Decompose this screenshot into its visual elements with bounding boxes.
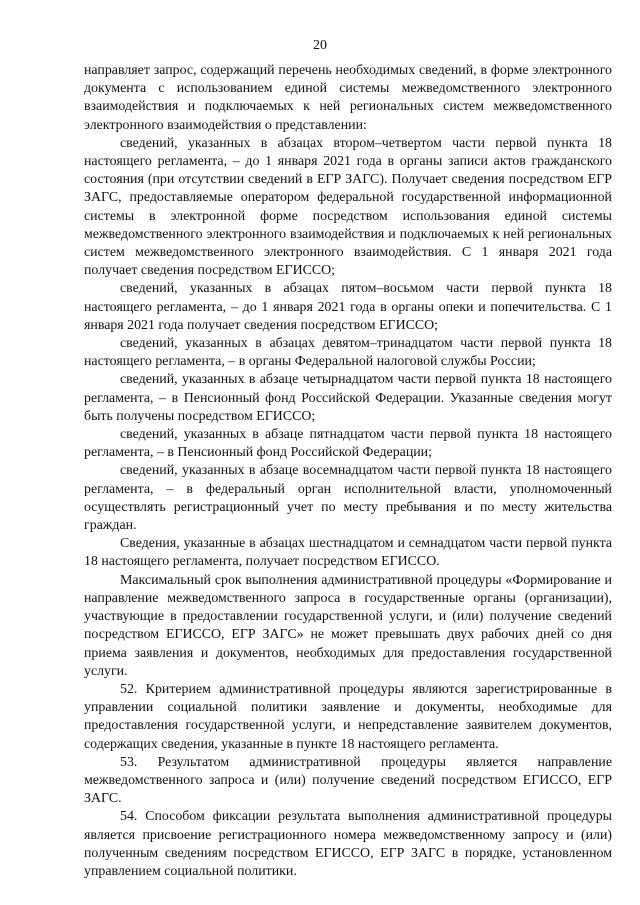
paragraph: сведений, указанных в абзацах пятом–восьмом части первой пункта 18 настоящего регламента, – до 1 января 2021 года в органы опеки и попечительства. С 1 января 2021 года получает сведения посредством ЕГИССО;	[84, 281, 612, 333]
paragraph: сведений, указанных в абзаце пятнадцатом части первой пункта 18 настоящего регламента, – в Пенсионный фонд Российской Федерации;	[84, 427, 612, 461]
paragraph: Сведения, указанные в абзацах шестнадцатом и семнадцатом части первой пункта 18 настоящего регламента, получает посредством ЕГИССО.	[84, 536, 612, 570]
paragraph: Максимальный срок выполнения административной процедуры «Формирование и направление межведомственного запроса в государственные органы (организации), участвующие в предоставлении государственной услуги, и (или) получение сведений посредством ЕГИССО, ЕГР ЗАГС» не может превышать двух рабочих дней со дня приема заявления и документов, необходимых для предоставления государственной услуги.	[84, 572, 612, 679]
paragraph: 52. Критерием административной процедуры являются зарегистрированные в управлении социальной политики заявление и документы, необходимые для предоставления государственной услуги, и непредставление заявителем документов, содержащих сведения, указанные в пункте 18 настоящего регламента.	[84, 681, 612, 752]
paragraph: сведений, указанных в абзацах втором–четвертом части первой пункта 18 настоящего регламента, – до 1 января 2021 года в органы записи актов гражданского состояния (при отсутствии сведений в ЕГР ЗАГС). Получает сведения посредством ЕГР ЗАГС, предоставляемые оператором федеральной государственной информационной системы в электронной форме посредством использования единой системы межведомственного электронного взаимодействия и подключаемых к ней региональных систем межведомственного электронного взаимодействия. С 1 января 2021 года получает сведения посредством ЕГИССО;	[84, 135, 612, 279]
paragraph: 53. Результатом административной процедуры является направление межведомственного запроса и (или) получение сведений посредством ЕГИССО, ЕГР ЗАГС.	[84, 754, 612, 807]
paragraph: 54. Способом фиксации результата выполнения административной процедуры является присвоение регистрационного номера межведомственному запросу и (или) полученным сведениям посредством ЕГИССО, ЕГР ЗАГС в порядке, установленном управлением социальной политики.	[84, 809, 612, 879]
page-number: 20	[313, 38, 327, 53]
paragraph: сведений, указанных в абзаце восемнадцатом части первой пункта 18 настоящего регламента, – в федеральный орган исполнительной власти, уполномоченный осуществлять регистрационный учет по месту пребывания и по месту жительства граждан.	[84, 463, 612, 534]
document-body	[84, 62, 612, 881]
paragraph: направляет запрос, содержащий перечень необходимых сведений, в форме электронного документа с использованием единой системы межведомственного электронного взаимодействия и подключаемых к ней региональных систем межведомственного электронного взаимодействия о представлении:	[84, 63, 612, 133]
paragraph: сведений, указанных в абзацах девятом–тринадцатом части первой пункта 18 настоящего регламента, – в органы Федеральной налоговой службы России;	[84, 336, 612, 370]
paragraph: сведений, указанных в абзаце четырнадцатом части первой пункта 18 настоящего регламента, – в Пенсионный фонд Российской Федерации. Указанные сведения могут быть получены посредством ЕГИССО;	[84, 372, 612, 424]
